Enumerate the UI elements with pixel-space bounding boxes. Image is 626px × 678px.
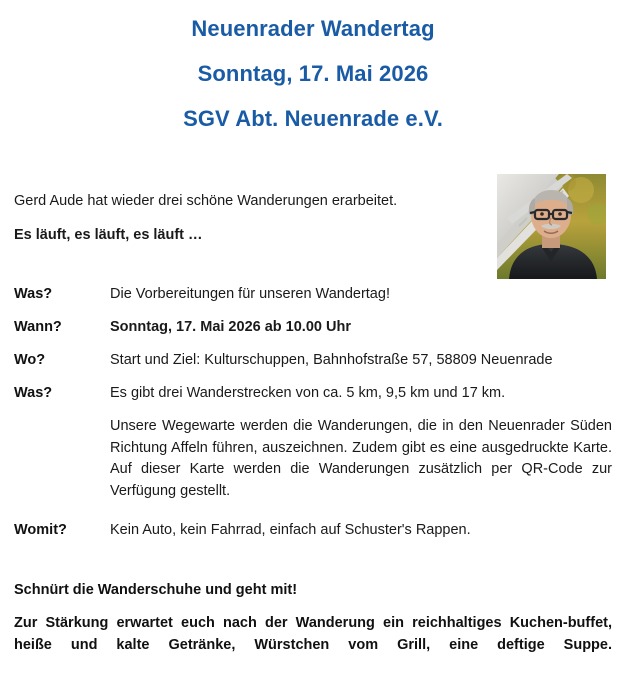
detail-row-wo bbox=[14, 350, 612, 370]
title-line-organisation: SGV Abt. Neuenrade e.V. bbox=[183, 106, 443, 131]
portrait-photo bbox=[497, 174, 606, 279]
detail-row-wann bbox=[14, 317, 612, 337]
detail-label: Womit? bbox=[14, 522, 67, 538]
title-line-event: Neuenrader Wandertag bbox=[191, 16, 435, 41]
detail-row-womit bbox=[14, 520, 612, 540]
detail-label: Wann? bbox=[14, 319, 62, 335]
detail-label: Was? bbox=[14, 286, 53, 302]
portrait-illustration bbox=[497, 174, 606, 279]
details-list bbox=[14, 284, 612, 553]
detail-paragraph: Unsere Wegewarte werden die Wanderungen, die in den Neuenrader Süden Richtung Affeln führen, auszeichnen. Zudem gibt es eine ausgedruckte Karte. Auf dieser Karte werden die Wanderungen zusätzlich per QR-Code zur Verfügung gestellt. bbox=[110, 418, 612, 499]
detail-label: Was? bbox=[14, 385, 53, 401]
intro-text bbox=[14, 184, 484, 252]
detail-value: Start und Ziel: Kulturschuppen, Bahnhofstraße 57, 58809 Neuenrade bbox=[110, 352, 553, 368]
detail-row-description bbox=[14, 416, 612, 502]
detail-value: Es gibt drei Wanderstrecken von ca. 5 km, 9,5 km und 17 km. bbox=[110, 385, 506, 401]
detail-value: Die Vorbereitungen für unseren Wandertag! bbox=[110, 286, 390, 302]
detail-row-was-2 bbox=[14, 383, 612, 403]
detail-label: Wo? bbox=[14, 352, 46, 368]
closing-paragraph: Zur Stärkung erwartet euch nach der Wanderung ein reichhaltiges Kuchen-buffet, heiße und kalte Getränke, Würstchen vom Grill, eine deftige Suppe. bbox=[14, 615, 612, 653]
closing-block bbox=[14, 580, 612, 678]
closing-call-to-action: Schnürt die Wanderschuhe und geht mit! bbox=[14, 582, 298, 598]
detail-value: Kein Auto, kein Fahrrad, einfach auf Schuster's Rappen. bbox=[110, 522, 471, 538]
page-title bbox=[0, 6, 626, 141]
intro-line-2: Es läuft, es läuft, es läuft … bbox=[14, 227, 203, 243]
title-line-date: Sonntag, 17. Mai 2026 bbox=[197, 61, 429, 86]
intro-line-1: Gerd Aude hat wieder drei schöne Wanderungen erarbeitet. bbox=[14, 193, 398, 209]
detail-value: Sonntag, 17. Mai 2026 ab 10.00 Uhr bbox=[110, 319, 351, 335]
detail-row-was-1 bbox=[14, 284, 612, 304]
